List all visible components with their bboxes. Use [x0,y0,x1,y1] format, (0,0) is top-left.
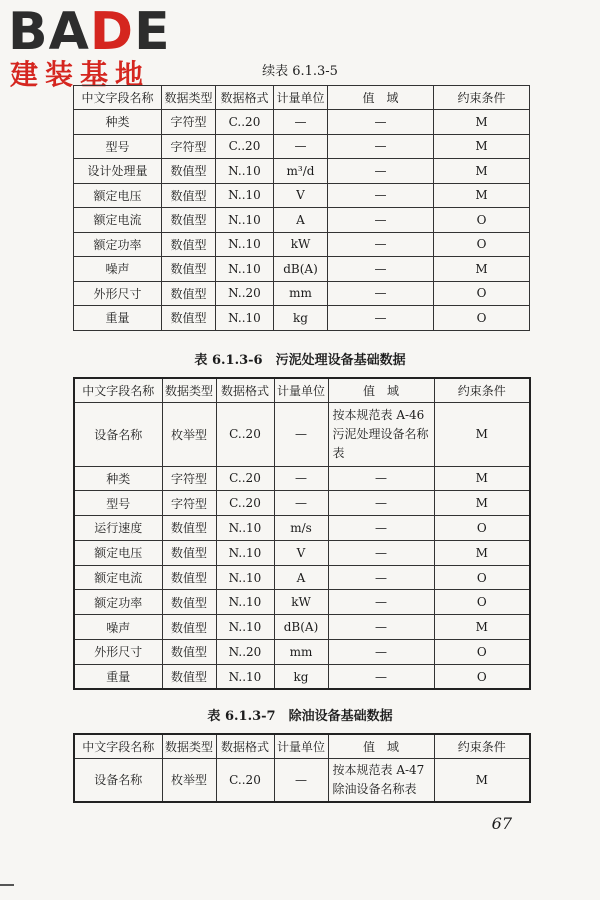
table-cell: 额定功率 [74,590,162,615]
table-cell: N..10 [216,516,274,541]
table-header-row [74,86,530,110]
table-cell: O [434,281,530,306]
column-header: 值 域 [328,86,434,110]
table-cell: dB(A) [274,257,328,282]
table-cell: 字符型 [162,110,216,135]
table-cell: C..20 [216,758,274,802]
table-cell: — [328,208,434,233]
table-cell: 数值型 [162,281,216,306]
data-table [73,377,531,690]
table-cell: — [274,402,328,466]
table-cell: — [328,257,434,282]
table-cell: M [434,402,530,466]
table-cell: — [328,491,434,516]
table-cell: 种类 [74,466,162,491]
table-row [74,491,530,516]
logo-latin-text: BADE [8,2,171,62]
table-cell: M [434,110,530,135]
column-header: 计量单位 [274,378,328,402]
table-row [74,281,530,306]
table-header-row [74,734,530,758]
table-cell: 额定电流 [74,565,162,590]
table-cell: — [328,281,434,306]
table-cell: 噪声 [74,615,162,640]
table-cell: N..10 [216,565,274,590]
table-row [74,516,530,541]
table-cell: M [434,540,530,565]
table-cell: 数值型 [162,540,216,565]
table-row [74,540,530,565]
table-cell: 设备名称 [74,402,162,466]
table-cell: M [434,758,530,802]
table-cell: 数值型 [162,565,216,590]
column-header: 数据格式 [216,734,274,758]
table-cell: 额定电压 [74,183,162,208]
table-cell: O [434,208,530,233]
column-header: 计量单位 [274,734,328,758]
table-cell: N..10 [216,208,274,233]
column-header: 计量单位 [274,86,328,110]
table-cell: — [328,615,434,640]
table-cell: 种类 [74,110,162,135]
table-cell: m³/d [274,159,328,184]
table-row [74,402,530,466]
table-cell: kg [274,664,328,689]
column-header: 数据格式 [216,378,274,402]
table-cell: 字符型 [162,466,216,491]
table-cell: dB(A) [274,615,328,640]
table-row [74,306,530,331]
table-cell: — [328,664,434,689]
table-cell: — [328,306,434,331]
table-cell: M [434,491,530,516]
table-cell: — [328,640,434,665]
table-cell: A [274,565,328,590]
table-cell: — [274,491,328,516]
table-cell: O [434,664,530,689]
table-cell: N..10 [216,306,274,331]
table-cell: 枚举型 [162,758,216,802]
data-table [73,733,531,803]
logo-chinese-text: 建装基地 [10,58,151,91]
table-cell: C..20 [216,110,274,135]
table-cell: O [434,232,530,257]
table-cell: 枚举型 [162,402,216,466]
table-cell: — [328,466,434,491]
table-cell: 设备名称 [74,758,162,802]
table-cell: 字符型 [162,491,216,516]
table-cell: 额定电压 [74,540,162,565]
column-header: 数据类型 [162,378,216,402]
page-number: 67 [491,814,512,833]
table-cell: — [274,758,328,802]
table-cell: kg [274,306,328,331]
table-row [74,466,530,491]
column-header: 数据类型 [162,86,216,110]
table-cell: M [434,615,530,640]
column-header: 约束条件 [434,734,530,758]
column-header: 约束条件 [434,378,530,402]
table-row [74,590,530,615]
table-cell: 数值型 [162,183,216,208]
table-row [74,615,530,640]
table-cell: 数值型 [162,615,216,640]
scan-mark [0,884,14,886]
table-cell: — [328,232,434,257]
table-cell: C..20 [216,491,274,516]
table-cell: N..10 [216,232,274,257]
column-header: 中文字段名称 [74,378,162,402]
table-cell: A [274,208,328,233]
table-cell: V [274,183,328,208]
table-cell: — [328,183,434,208]
table-cell: O [434,516,530,541]
table-cell: N..10 [216,540,274,565]
column-header: 约束条件 [434,86,530,110]
table-cell: m/s [274,516,328,541]
table-cell: N..10 [216,664,274,689]
table-cell: 数值型 [162,664,216,689]
table-cell: 噪声 [74,257,162,282]
table-cell: mm [274,640,328,665]
table-cell: — [328,565,434,590]
table-header-row [74,378,530,402]
table-row [74,565,530,590]
table-cell: 型号 [74,134,162,159]
table-cell: — [274,466,328,491]
table-cell: — [328,540,434,565]
table-cell: 数值型 [162,232,216,257]
table-caption: 表 6.1.3-7 除油设备基础数据 [207,709,393,724]
table-row [74,257,530,282]
table-cell: 型号 [74,491,162,516]
table-cell: N..10 [216,257,274,282]
table-cell: O [434,565,530,590]
table-cell: M [434,466,530,491]
table-cell: M [434,159,530,184]
table-cell: C..20 [216,402,274,466]
table-cell: 外形尺寸 [74,640,162,665]
table-cell: 外形尺寸 [74,281,162,306]
column-header: 数据格式 [216,86,274,110]
table-row [74,640,530,665]
table-cell: — [274,134,328,159]
data-table [73,85,530,331]
table-cell: N..20 [216,640,274,665]
table-cell: 重量 [74,306,162,331]
table-cell: V [274,540,328,565]
column-header: 中文字段名称 [74,734,162,758]
table-cell: 数值型 [162,640,216,665]
table-row [74,232,530,257]
table-row [74,183,530,208]
table-cell: 数值型 [162,159,216,184]
table-cell: 数值型 [162,590,216,615]
column-header: 值 域 [328,378,434,402]
table-cell: N..10 [216,159,274,184]
table-cell: 设计处理量 [74,159,162,184]
table-cell: — [328,159,434,184]
table-cell: kW [274,232,328,257]
table-cell: O [434,306,530,331]
table-row [74,208,530,233]
table-cell: 字符型 [162,134,216,159]
table-caption: 续表 6.1.3-5 [262,64,338,79]
table-cell: 数值型 [162,257,216,282]
table-cell: N..10 [216,615,274,640]
table-cell: 按本规范表 A-47 除油设备名称表 [328,758,434,802]
table-cell: — [328,134,434,159]
table-cell: 数值型 [162,306,216,331]
table-cell: 运行速度 [74,516,162,541]
table-cell: O [434,640,530,665]
table-row [74,110,530,135]
table-cell: 按本规范表 A-46 污泥处理设备名称表 [328,402,434,466]
table-cell: kW [274,590,328,615]
table-cell: N..20 [216,281,274,306]
table-row [74,134,530,159]
table-cell: — [328,516,434,541]
table-cell: — [328,590,434,615]
table-cell: 数值型 [162,208,216,233]
table-row [74,758,530,802]
table-cell: C..20 [216,466,274,491]
table-row [74,159,530,184]
column-header: 值 域 [328,734,434,758]
table-cell: O [434,590,530,615]
table-cell: 重量 [74,664,162,689]
table-cell: 额定电流 [74,208,162,233]
table-row [74,664,530,689]
column-header: 中文字段名称 [74,86,162,110]
table-cell: M [434,257,530,282]
table-cell: — [328,110,434,135]
column-header: 数据类型 [162,734,216,758]
table-cell: N..10 [216,183,274,208]
table-cell: N..10 [216,590,274,615]
table-cell: — [274,110,328,135]
table-cell: M [434,134,530,159]
table-cell: 额定功率 [74,232,162,257]
table-cell: mm [274,281,328,306]
table-cell: 数值型 [162,516,216,541]
table-cell: M [434,183,530,208]
table-caption: 表 6.1.3-6 污泥处理设备基础数据 [194,353,406,368]
table-cell: C..20 [216,134,274,159]
